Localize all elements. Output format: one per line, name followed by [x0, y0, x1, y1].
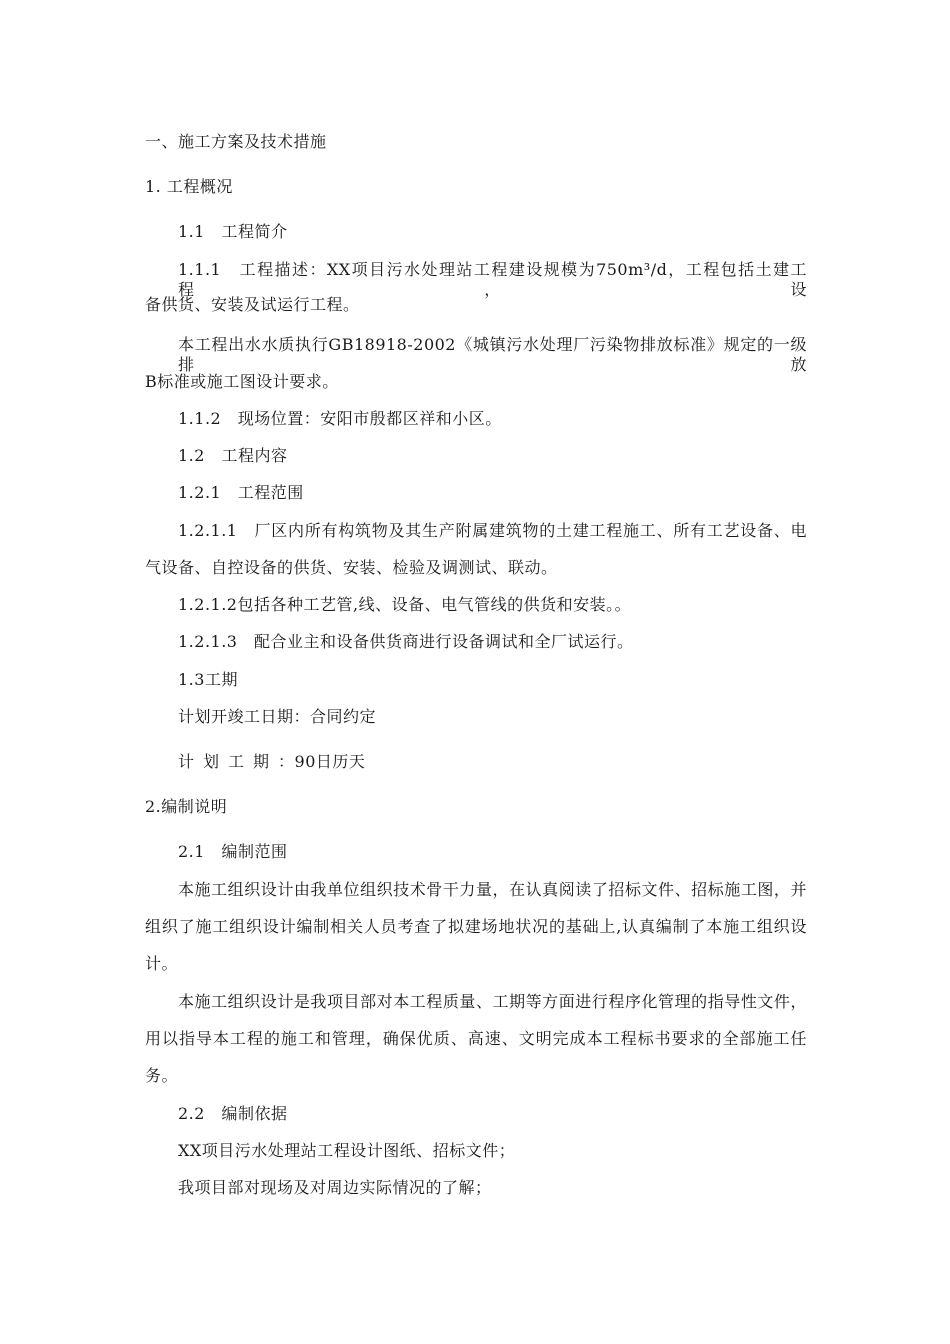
- section-1-3-title: 1.3工期: [178, 670, 238, 689]
- water-quality-line-1: 本工程出水水质执行GB18918-2002《城镇污水处理厂污染物排放标准》规定的一级排放: [178, 335, 807, 374]
- water-quality-line-2: B标准或施工图设计要求。: [145, 372, 339, 391]
- scope-paragraph-line-1: 本施工组织设计由我单位组织技术骨干力量，在认真阅读了招标文件、招标施工图，并: [178, 880, 807, 899]
- section-1-1-1-line-2: 备供货、安装及试运行工程。: [145, 295, 360, 314]
- basis-item-site-survey: 我项目部对现场及对周边实际情况的了解；: [178, 1178, 492, 1197]
- guide-paragraph-line-1: 本施工组织设计是我项目部对本工程质量、工期等方面进行程序化管理的指导性文件，: [178, 992, 807, 1011]
- section-2-title: 2.编制说明: [145, 797, 228, 816]
- plan-dates: 计划开竣工日期：合同约定: [178, 707, 377, 726]
- heading-construction-plan: 一、施工方案及技术措施: [145, 132, 327, 151]
- scope-paragraph-line-3: 计。: [145, 954, 179, 973]
- section-1-2-1-1-line-2: 气设备、自控设备的供货、安装、检验及调测试、联动。: [145, 558, 558, 577]
- guide-paragraph-line-3: 务。: [145, 1066, 179, 1085]
- section-1-2-title: 1.2 工程内容: [178, 446, 288, 465]
- section-2-1-title: 2.1 编制范围: [178, 842, 288, 861]
- basis-item-drawings: XX项目污水处理站工程设计图纸、招标文件；: [178, 1141, 516, 1160]
- section-1-1-1-line-1: 1.1.1 工程描述：XX项目污水处理站工程建设规模为750m³/d，工程包括土建工程，设: [178, 260, 807, 299]
- section-1-2-1-3: 1.2.1.3 配合业主和设备供货商进行设备调试和全厂试运行。: [178, 632, 634, 651]
- section-1-1-title: 1.1 工程简介: [178, 222, 288, 241]
- section-1-2-1-title: 1.2.1 工程范围: [178, 483, 304, 502]
- plan-period-label: 计划工期: [178, 752, 279, 771]
- plan-period: [178, 752, 365, 772]
- section-2-2-title: 2.2 编制依据: [178, 1104, 288, 1123]
- guide-paragraph-line-2: 用以指导本工程的施工和管理，确保优质、高速、文明完成本工程标书要求的全部施工任: [145, 1029, 807, 1048]
- plan-period-value: ：90日历天: [278, 752, 366, 771]
- section-1-title: 1. 工程概况: [145, 177, 233, 196]
- section-1-1-2-site-location: 1.1.2 现场位置：安阳市殷都区祥和小区。: [178, 409, 502, 428]
- scope-paragraph-line-2: 组织了施工组织设计编制相关人员考查了拟建场地状况的基础上,认真编制了本施工组织设: [145, 917, 807, 936]
- section-1-2-1-2: 1.2.1.2包括各种工艺管,线、设备、电气管线的供货和安装。。: [178, 595, 632, 614]
- section-1-2-1-1-line-1: 1.2.1.1 厂区内所有构筑物及其生产附属建筑物的土建工程施工、所有工艺设备、电: [178, 521, 807, 540]
